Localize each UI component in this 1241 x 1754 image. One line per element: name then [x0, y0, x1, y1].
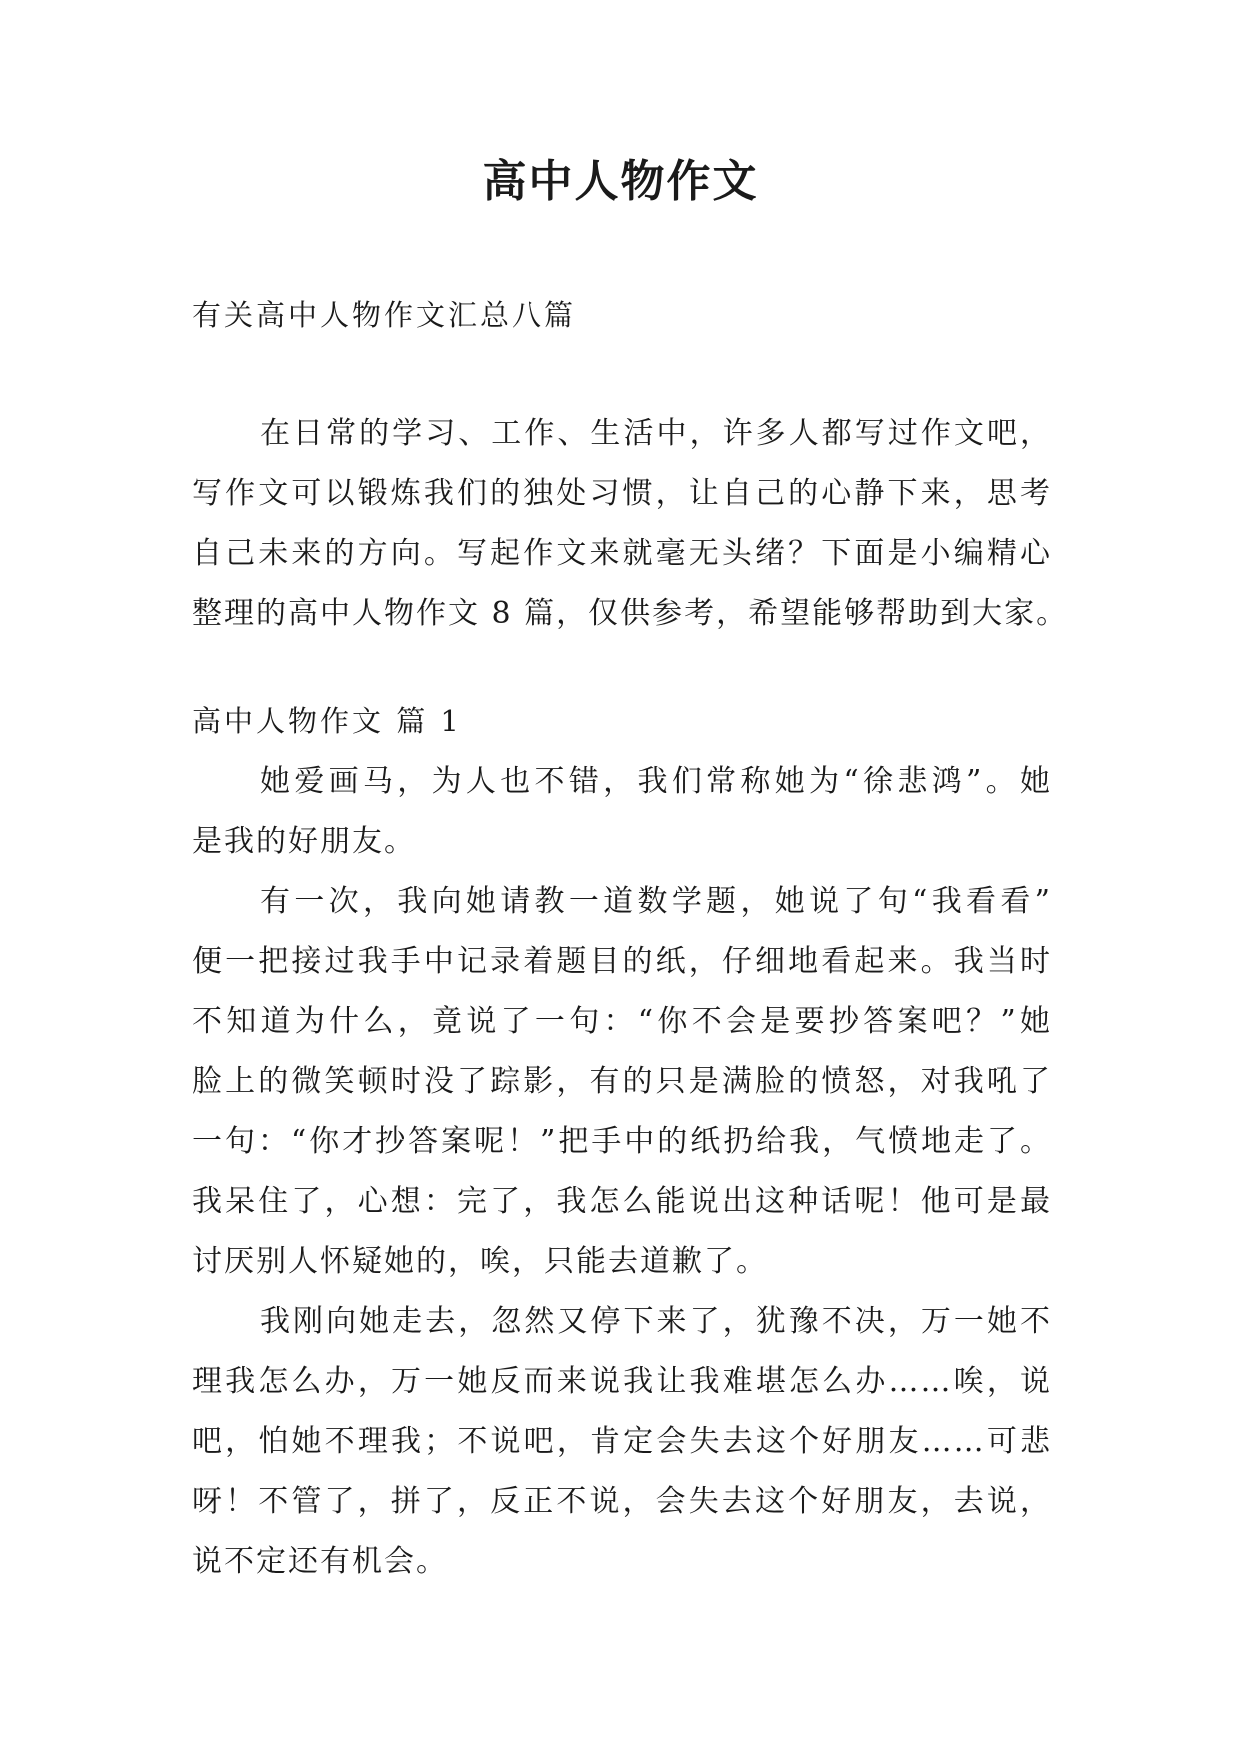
- body-line: 她爱画马，为人也不错，我们常称她为“徐悲鸿”。她: [260, 764, 1052, 799]
- intro-line: 写作文可以锻炼我们的独处习惯，让自己的心静下来，思考: [192, 476, 1052, 511]
- section-heading: 高中人物作文 篇 1: [192, 704, 462, 738]
- body-line: 有一次，我向她请教一道数学题，她说了句“我看看”: [260, 884, 1052, 919]
- body-line: 我刚向她走去，忽然又停下来了，犹豫不决，万一她不: [260, 1304, 1052, 1339]
- essay-body: [192, 752, 1052, 1592]
- body-line: 讨厌别人怀疑她的，唉，只能去道歉了。: [192, 1244, 768, 1279]
- document-title: 高中人物作文: [482, 156, 759, 207]
- body-line: 是我的好朋友。: [192, 824, 416, 859]
- body-line: 我呆住了，心想：完了，我怎么能说出这种话呢！他可是最: [192, 1184, 1052, 1219]
- body-line: 理我怎么办，万一她反而来说我让我难堪怎么办……唉，说: [192, 1364, 1052, 1399]
- intro-line: 在日常的学习、工作、生活中，许多人都写过作文吧，: [260, 416, 1052, 451]
- body-line: 吧，怕她不理我；不说吧，肯定会失去这个好朋友……可悲: [192, 1424, 1052, 1459]
- intro-paragraph: [192, 404, 1069, 644]
- body-line: 一句：“你才抄答案呢！”把手中的纸扔给我，气愤地走了。: [192, 1124, 1052, 1159]
- document-subtitle: 有关高中人物作文汇总八篇: [192, 298, 577, 332]
- intro-line: 自己未来的方向。写起作文来就毫无头绪？下面是小编精心: [192, 536, 1052, 571]
- body-line: 脸上的微笑顿时没了踪影，有的只是满脸的愤怒，对我吼了: [192, 1064, 1052, 1099]
- intro-line: 整理的高中人物作文 8 篇，仅供参考，希望能够帮助到大家。: [192, 596, 1069, 631]
- body-line: 说不定还有机会。: [192, 1544, 448, 1579]
- body-line: 呀！不管了，拼了，反正不说，会失去这个好朋友，去说，: [192, 1484, 1052, 1519]
- body-line: 不知道为什么，竟说了一句：“你不会是要抄答案吧？”她: [192, 1004, 1052, 1039]
- body-line: 便一把接过我手中记录着题目的纸，仔细地看起来。我当时: [192, 944, 1052, 979]
